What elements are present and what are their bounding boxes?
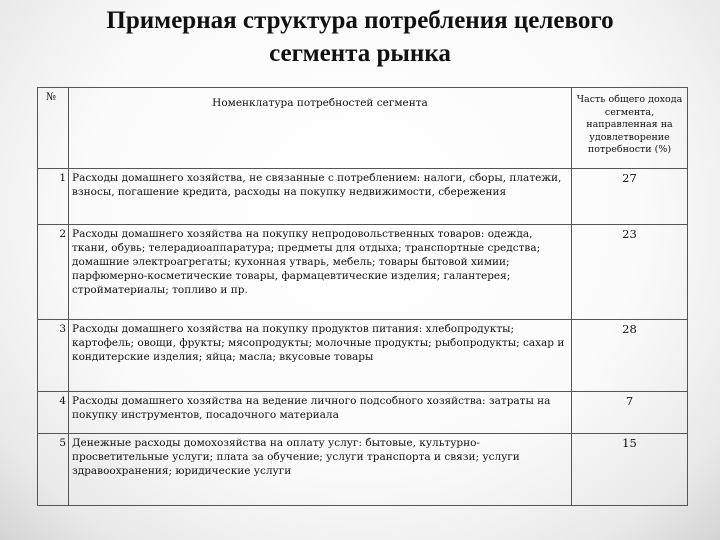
consumption-structure-table [37,87,688,506]
row-value: 23 [572,225,688,320]
header-num: № [38,88,69,169]
header-name: Номенклатура потребностей сегмента [69,88,572,169]
row-desc: Расходы домашнего хозяйства на ведение личного подсобного хозяйства: затраты на покупку инструментов, посадочного материала [69,392,572,434]
table-row [38,434,688,506]
row-value: 27 [572,169,688,225]
row-value: 15 [572,434,688,506]
row-num: 2 [38,225,69,320]
row-value: 7 [572,392,688,434]
header-share: Часть общего дохода сегмента, направленная на удовлетворение потребности (%) [572,88,688,169]
row-value: 28 [572,320,688,392]
row-desc: Расходы домашнего хозяйства на покупку непродовольственных товаров: одежда, ткани, обувь; телерадиоаппаратура; предметы для отдыха; транспортные средства; домашние электроагрегаты; кухонная утварь, мебель; товары бытовой химии; парфюмерно-косметические товары, фармацевтические изделия; галантерея; стройматериалы; топливо и пр. [69,225,572,320]
title-line-2: сегмента рынка [269,40,451,67]
row-num: 3 [38,320,69,392]
table-row [38,225,688,320]
row-num: 4 [38,392,69,434]
table-row [38,392,688,434]
table-row [38,320,688,392]
row-desc: Расходы домашнего хозяйства на покупку продуктов питания: хлебопродукты; картофель; овощи, фрукты; мясопродукты; молочные продукты; рыбопродукты; сахар и кондитерские изделия; яйца; масла; вкусовые товары [69,320,572,392]
slide-title [40,4,680,70]
title-line-1: Примерная структура потребления целевого [106,7,614,34]
row-num: 5 [38,434,69,506]
table-row [38,169,688,225]
row-num: 1 [38,169,69,225]
table-header-row [38,88,688,169]
row-desc: Расходы домашнего хозяйства, не связанные с потреблением: налоги, сборы, платежи, взносы, погашение кредита, расходы на покупку недвижимости, сбережения [69,169,572,225]
row-desc: Денежные расходы домохозяйства на оплату услуг: бытовые, культурно-просветительные услуги; плата за обучение; услуги транспорта и связи; услуги здравоохранения; юридические услуги [69,434,572,506]
